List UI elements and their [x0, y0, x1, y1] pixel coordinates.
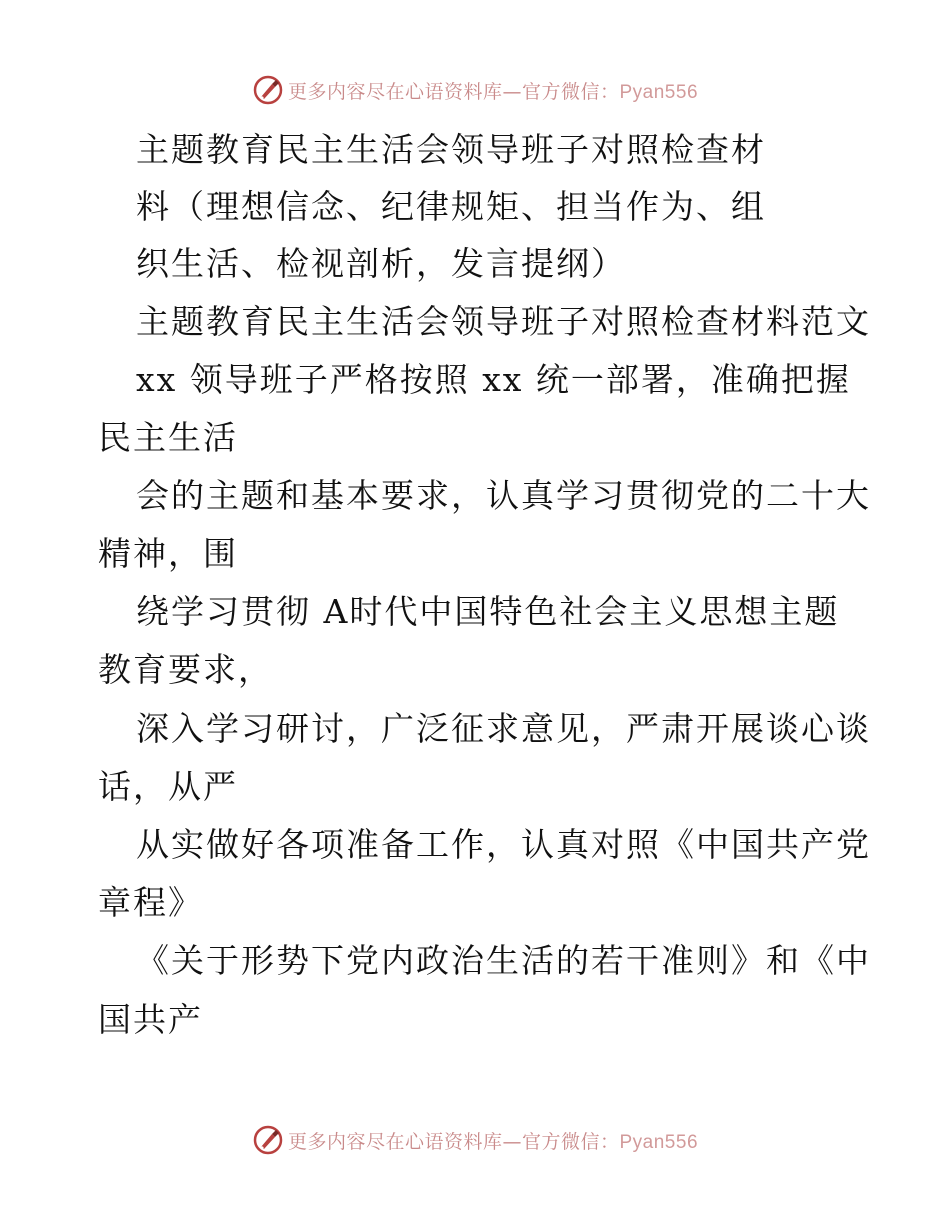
watermark-text [288, 1127, 698, 1154]
pen-logo-icon [252, 1124, 284, 1156]
pen-logo-icon [252, 74, 284, 106]
text-line: 精神，围 [98, 534, 238, 573]
watermark-main-text: 更多内容尽在心语资料库—官方微信： [287, 80, 620, 103]
watermark-text [288, 77, 698, 104]
text-line: 会的主题和基本要求，认真学习贯彻党的二十大 [136, 476, 871, 515]
text-line: 织生活、检视剖析，发言提纲） [136, 244, 626, 283]
text-line: 话，从严 [98, 767, 238, 806]
text-line: 深入学习研讨，广泛征求意见，严肃开展谈心谈 [136, 709, 871, 748]
text-line: xx 领导班子严格按照 xx 统一部署，准确把握 [136, 360, 851, 399]
text-line: 绕学习贯彻 A时代中国特色社会主义思想主题 [136, 592, 840, 631]
watermark-wechat-id: Pyan556 [619, 81, 699, 103]
header-watermark [0, 70, 950, 110]
text-line: 国共产 [98, 1000, 203, 1039]
text-line: 从实做好各项准备工作，认真对照《中国共产党 [136, 825, 871, 864]
text-line: 民主生活 [98, 418, 238, 457]
text-line: 教育要求， [98, 650, 273, 689]
text-line: 料（理想信念、纪律规矩、担当作为、组 [136, 187, 766, 226]
watermark-main-text: 更多内容尽在心语资料库—官方微信： [287, 1130, 620, 1153]
watermark-wechat-id: Pyan556 [619, 1131, 699, 1153]
text-line: 章程》 [98, 883, 203, 922]
text-line: 主题教育民主生活会领导班子对照检查材料范文 [136, 302, 871, 341]
footer-watermark [0, 1120, 950, 1160]
text-line: 《关于形势下党内政治生活的若干准则》和《中 [136, 941, 871, 980]
text-line: 主题教育民主生活会领导班子对照检查材 [136, 130, 766, 169]
